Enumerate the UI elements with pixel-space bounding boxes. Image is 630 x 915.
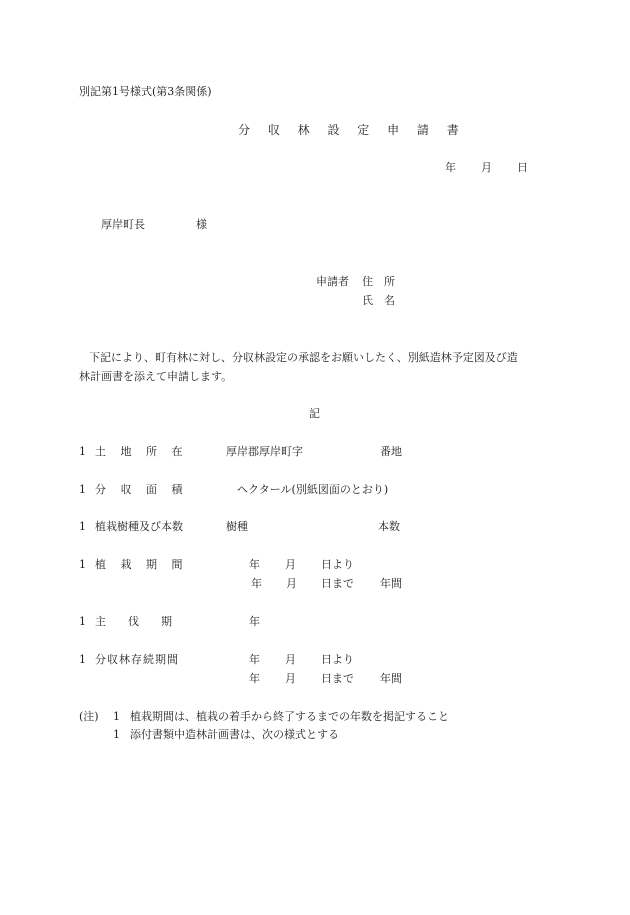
item-species-value: 樹種 (226, 520, 248, 533)
addressee-name: 厚岸町長 (101, 218, 145, 231)
addressee-honorific: 様 (196, 218, 207, 231)
applicant-name-label: 氏 名 (362, 294, 395, 307)
item-planting-from-month: 月 (285, 558, 296, 571)
item-duration-from-year: 年 (249, 653, 260, 666)
item-duration-to-month: 月 (285, 672, 296, 685)
item-location-value: 厚岸郡厚岸町字 (226, 445, 303, 458)
item-planting-to-month: 月 (286, 577, 297, 590)
item-harvest-num: 1 (79, 615, 86, 628)
item-harvest-year: 年 (249, 615, 260, 628)
body-line-2: 林計画書を添えて申請します。 (79, 370, 233, 383)
date-day: 日 (517, 161, 528, 174)
ki-heading: 記 (309, 407, 320, 420)
item-species-suffix: 本数 (378, 520, 400, 533)
date-year: 年 (445, 161, 456, 174)
item-planting-num: 1 (79, 558, 86, 571)
item-duration-num: 1 (79, 653, 86, 666)
item-duration-from-day: 日より (321, 653, 354, 666)
item-harvest-label: 主 伐 期 (95, 615, 172, 628)
item-planting-from-year: 年 (249, 558, 260, 571)
item-location-label: 土 地 所 在 (95, 445, 183, 458)
note-2-num: 1 (113, 728, 120, 741)
item-planting-to-year: 年 (251, 577, 262, 590)
document-title: 分 収 林 設 定 申 請 書 (238, 123, 466, 137)
note-2-text: 添付書類中造林計画書は、次の様式とする (130, 728, 339, 741)
applicant-label: 申請者 (316, 275, 349, 288)
item-location-num: 1 (79, 445, 86, 458)
note-1-num: 1 (113, 710, 120, 723)
item-duration-to-day: 日まで (321, 672, 354, 685)
note-1-text: 植栽期間は、植栽の着手から終了するまでの年数を掲記すること (130, 710, 449, 723)
item-species-num: 1 (79, 520, 86, 533)
item-species-label: 植栽樹種及び本数 (95, 520, 183, 533)
item-location-suffix: 番地 (380, 445, 402, 458)
item-planting-duration: 年間 (380, 577, 402, 590)
item-area-value: ヘクタール(別紙図面のとおり) (237, 483, 389, 496)
item-duration-to-year: 年 (249, 672, 260, 685)
item-duration-label: 分収林存続期間 (95, 653, 179, 666)
item-planting-label: 植 栽 期 間 (95, 558, 183, 571)
body-line-1: 下記により、町有林に対し、分収林設定の承認をお願いしたく、別紙造林予定図及び造 (89, 351, 518, 364)
notes-prefix: (注) (79, 710, 99, 723)
item-planting-from-day: 日より (321, 558, 354, 571)
form-reference: 別記第1号様式(第3条関係) (79, 85, 212, 98)
item-planting-to-day: 日まで (321, 577, 354, 590)
applicant-address-label: 住 所 (362, 275, 395, 288)
date-month: 月 (481, 161, 492, 174)
item-duration-duration: 年間 (380, 672, 402, 685)
item-area-label: 分 収 面 積 (95, 483, 183, 496)
item-duration-from-month: 月 (285, 653, 296, 666)
item-area-num: 1 (79, 483, 86, 496)
